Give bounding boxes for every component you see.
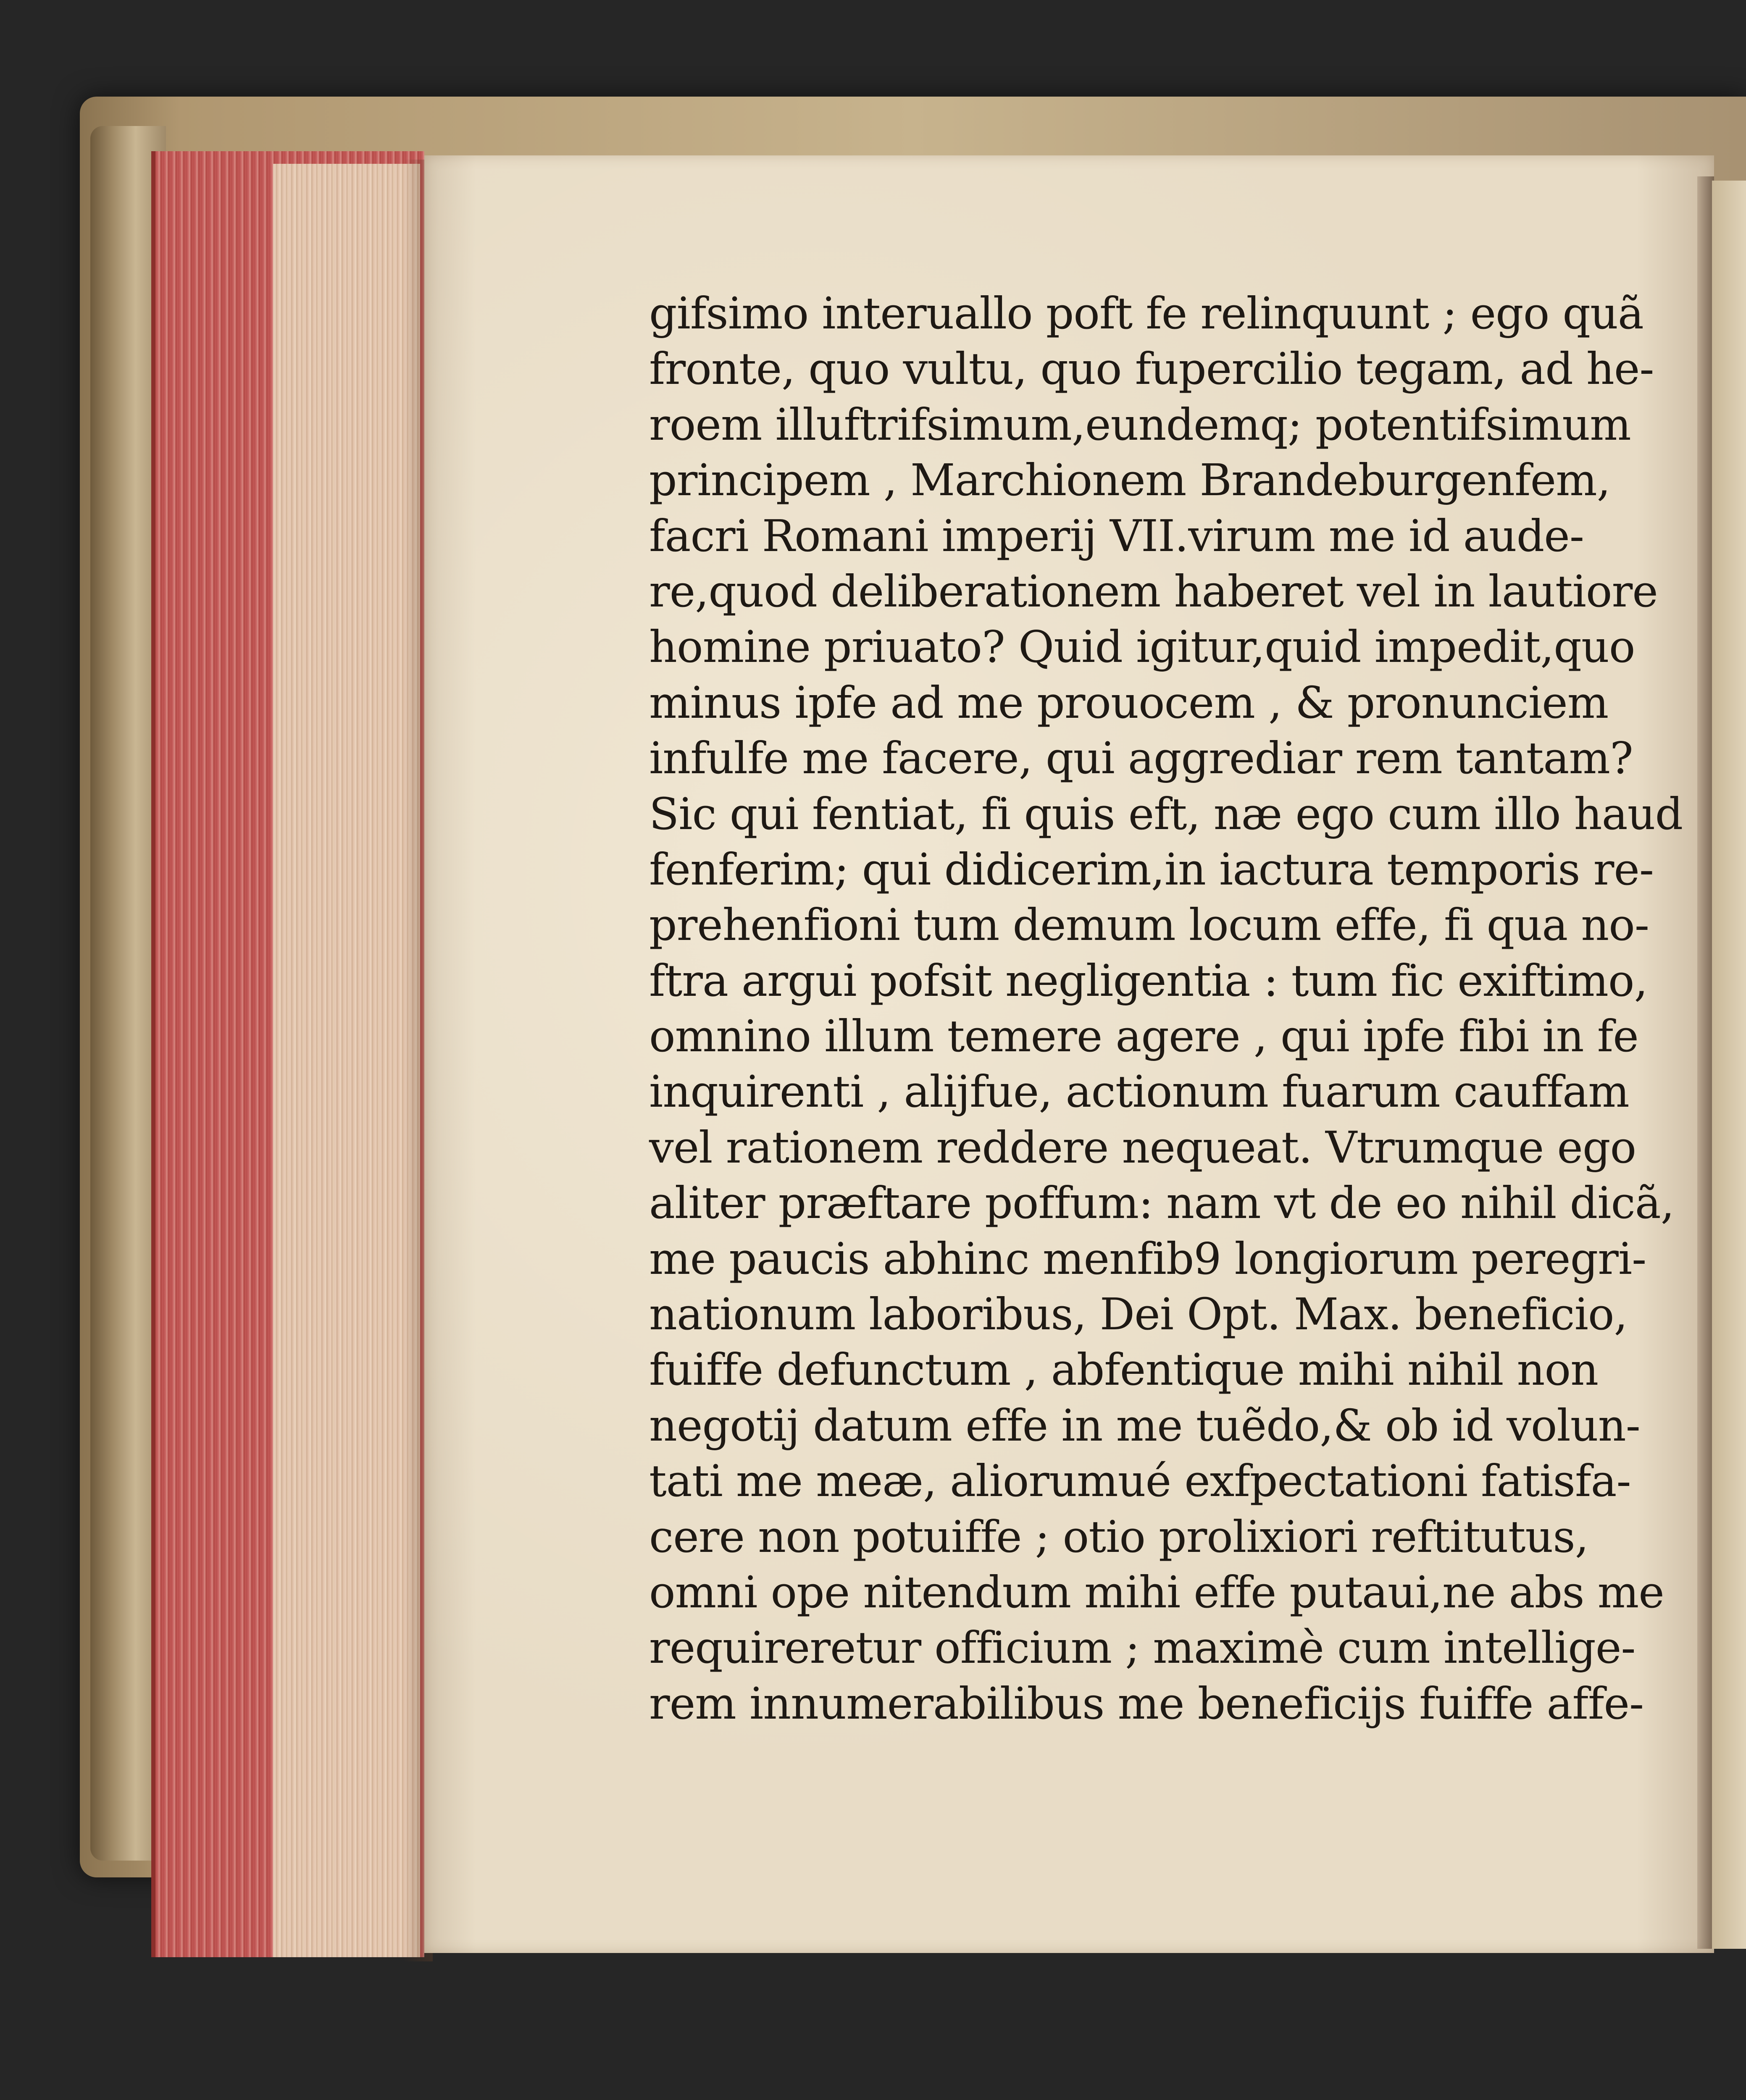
text-line: fuiffe defunctum , abfentique mihi nihil non [649,1344,1599,1396]
text-line: homine priuato? Quid igitur,quid impedit,quo [649,621,1635,673]
text-line: infulfe me facere, qui aggrediar rem tantam? [649,732,1633,784]
text-line: inquirenti , alijfue, actionum fuarum cauffam [649,1066,1629,1118]
text-line: prehenfioni tum demum locum effe, fi qua no- [649,899,1649,951]
text-line: ftra argui pofsit negligentia : tum fic exiftimo, [649,955,1648,1006]
text-line: Sic qui fentiat, fi quis eft, næ ego cum illo haud [649,788,1683,840]
text-line: minus ipfe ad me prouocem , & pronunciem [649,677,1609,728]
text-line: vel rationem reddere nequeat. Vtrumque ego [649,1121,1636,1173]
text-line: facri Romani imperij VII.virum me id aude- [649,510,1584,562]
text-line: re,quod deliberationem haberet vel in lautiore [649,565,1658,617]
text-line: omni ope nitendum mihi effe putaui,ne abs me [649,1566,1664,1618]
text-line: fenferim; qui didicerim,in iactura temporis re- [649,843,1654,895]
text-line: principem , Marchionem Brandeburgenfem, [649,454,1610,506]
text-line: omnino illum temere agere , qui ipfe fibi in fe [649,1011,1638,1062]
text-line: roem illuftrifsimum,eundemq; potentifsimum [649,399,1631,450]
text-line: cere non potuiffe ; otio prolixiori reftitutus, [649,1511,1588,1562]
page-edges-light [273,164,420,1957]
text-line: rem innumerabilibus me beneficijs fuiffe affe- [649,1677,1644,1729]
text-line: aliter præftare poffum: nam vt de eo nihil dicã, [649,1177,1674,1229]
text-line: me paucis abhinc menfib9 longiorum peregri- [649,1233,1646,1284]
text-line: requireretur officium ; maximè cum intellige- [649,1622,1636,1674]
book-gutter [1697,176,1714,1949]
text-line: gifsimo interuallo poft fe relinquunt ; ego quã [649,288,1643,339]
text-line: tati me meæ, aliorumué exfpectationi fatisfa- [649,1455,1631,1507]
text-line: negotij datum effe in me tuẽdo,& ob id volun- [649,1399,1640,1451]
text-line: nationum laboribus, Dei Opt. Max. beneficio, [649,1289,1628,1340]
facing-page-edge [1712,181,1746,1949]
text-line: fronte, quo vultu, quo fupercilio tegam, ad he- [649,343,1654,395]
page-text-block [649,286,1683,1731]
